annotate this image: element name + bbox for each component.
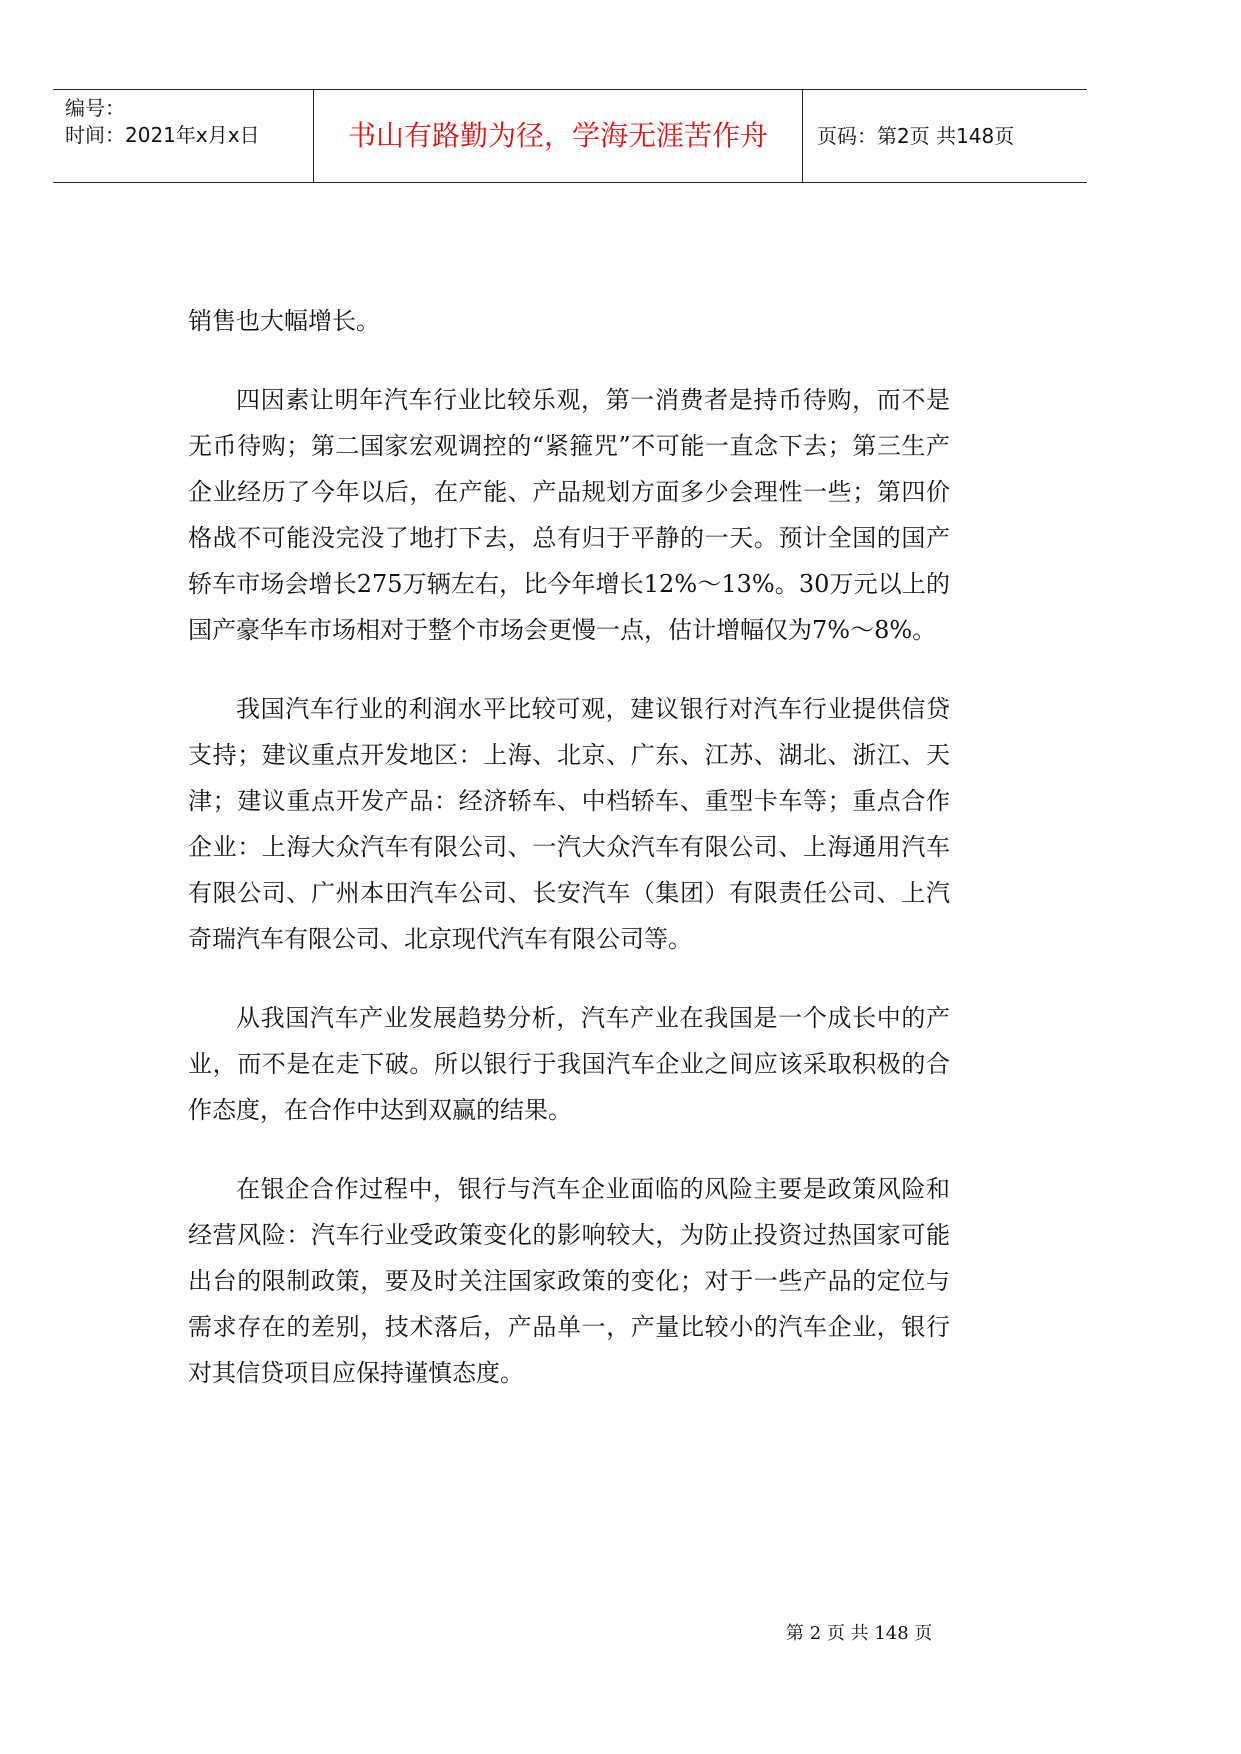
paragraph-continuation: 销售也大幅增长。 (188, 307, 380, 335)
header-motto-cell (314, 90, 803, 182)
page-footer: 第 2 页 共 148 页 (786, 1623, 933, 1644)
header-meta-cell (53, 90, 314, 182)
paragraph-trend-analysis: 从我国汽车产业发展趋势分析，汽车产业在我国是一个成长中的产业，而不是在走下破。所以银行于我国汽车企业之间应该采取积极的合作态度，在合作中达到双赢的结果。 (188, 1004, 950, 1124)
document-body (188, 298, 950, 1429)
paragraph-outlook: 四因素让明年汽车行业比较乐观，第一消费者是持币待购，而不是无币待购；第二国家宏观调控的“紧箍咒”不可能一直念下去；第三生产企业经历了今年以后，在产能、产品规划方面多少会理性一些；第四价格战不可能没完没了地打下去，总有归于平静的一天。预计全国的国产轿车市场会增长275万辆左右，比今年增长12%～13%。30万元以上的国产豪华车市场相对于整个市场会更慢一点，估计增幅仅为7%～8%。 (188, 386, 950, 644)
document-header (53, 89, 1087, 183)
header-page-info: 页码：第2页 共148页 (817, 124, 1015, 148)
document-date: 时间：2021年x月x日 (65, 123, 260, 147)
header-page-cell (803, 90, 1087, 182)
header-motto: 书山有路勤为径，学海无涯苦作舟 (347, 119, 768, 152)
document-number-label: 编号： (65, 96, 125, 120)
paragraph-recommendations: 我国汽车行业的利润水平比较可观，建议银行对汽车行业提供信贷支持；建议重点开发地区：上海、北京、广东、江苏、湖北、浙江、天津；建议重点开发产品：经济轿车、中档轿车、重型卡车等；重点合作企业：上海大众汽车有限公司、一汽大众汽车有限公司、上海通用汽车有限公司、广州本田汽车公司、长安汽车（集团）有限责任公司、上汽奇瑞汽车有限公司、北京现代汽车有限公司等。 (188, 695, 950, 953)
paragraph-risk: 在银企合作过程中，银行与汽车企业面临的风险主要是政策风险和经营风险：汽车行业受政策变化的影响较大，为防止投资过热国家可能出台的限制政策，要及时关注国家政策的变化；对于一些产品的定位与需求存在的差别，技术落后，产品单一，产量比较小的汽车企业，银行对其信贷项目应保持谨慎态度。 (188, 1175, 950, 1387)
